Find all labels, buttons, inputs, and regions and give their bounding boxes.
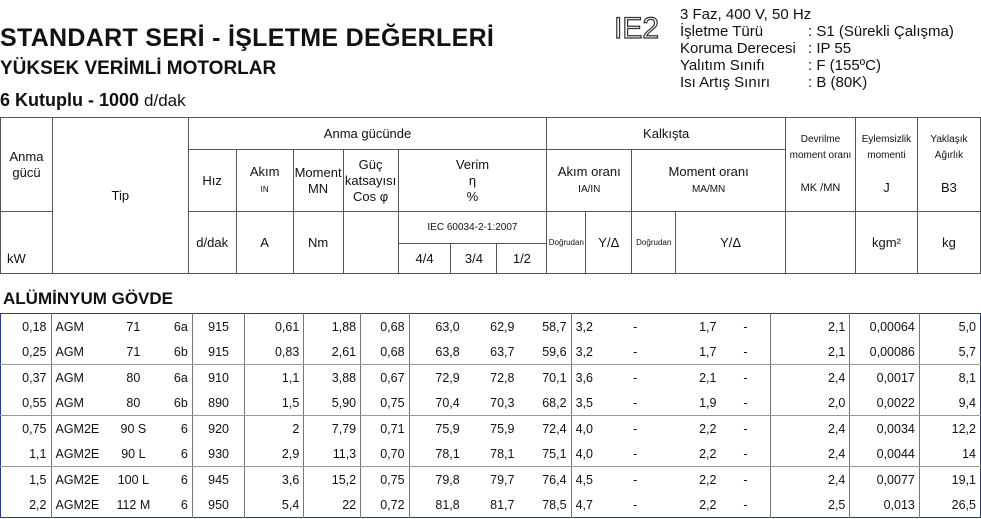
table-cell: 0,75 bbox=[1, 416, 52, 442]
table-cell: 4,7 bbox=[575, 497, 593, 512]
col-kalkista: Kalkışta bbox=[547, 118, 786, 150]
table-cell: 2,4 bbox=[771, 441, 850, 467]
table-cell: 0,67 bbox=[361, 365, 409, 391]
table-cell: - bbox=[633, 319, 638, 334]
col-moment: Moment MN bbox=[293, 150, 343, 212]
table-cell: 70,4 bbox=[409, 390, 464, 416]
table-cell: - bbox=[633, 421, 638, 436]
table-cell: 7,79 bbox=[304, 416, 361, 442]
col-verim-34: 3/4 bbox=[451, 244, 497, 274]
table-cell: 79,7 bbox=[490, 472, 515, 487]
table-cell: 5,0 bbox=[958, 319, 976, 334]
table-cell: 63,8 bbox=[409, 339, 464, 365]
table-cell: 59,6 bbox=[518, 339, 571, 365]
table-cell: 1,5 bbox=[245, 390, 304, 416]
table-cell: 915 bbox=[192, 339, 245, 365]
table-cell: 6 bbox=[161, 416, 193, 442]
table-cell: 75,1 bbox=[518, 441, 571, 467]
table-cell: 2,1 bbox=[771, 314, 850, 340]
table-cell: 26,5 bbox=[951, 497, 976, 512]
pole-heading-text: 6 Kutuplu - 1000 bbox=[0, 90, 140, 110]
table-cell: 0,0077 bbox=[850, 467, 919, 493]
table-cell: 920 bbox=[192, 416, 245, 442]
table-cell: 0,00086 bbox=[850, 339, 919, 365]
col-anma-gucu: Anma gücü bbox=[1, 118, 53, 212]
table-row bbox=[1, 390, 981, 416]
col-akim-ydelta: Y/Δ bbox=[586, 212, 632, 274]
unit-agirlik: kg bbox=[917, 212, 980, 274]
unit-guc-empty bbox=[343, 212, 398, 274]
table-cell: 2,2 bbox=[1, 492, 52, 518]
unit-eylemsizlik: kgm² bbox=[855, 212, 917, 274]
col-eylemsizlik: Eylemsizlik momenti J bbox=[855, 118, 917, 212]
table-cell: 2,2 bbox=[657, 441, 720, 467]
table-row bbox=[1, 314, 981, 340]
table-cell: 63,0 bbox=[435, 319, 460, 334]
table-cell: 0,0017 bbox=[850, 365, 919, 391]
table-cell: 2,9 bbox=[245, 441, 304, 467]
table-cell: 0,37 bbox=[1, 365, 52, 391]
table-cell: AGM2E bbox=[55, 421, 100, 436]
table-cell: 0,71 bbox=[361, 416, 409, 442]
table-cell: 2 bbox=[245, 416, 304, 442]
table-cell: - bbox=[720, 467, 771, 493]
table-cell: 0,18 bbox=[1, 314, 52, 340]
col-devrilme: Devrilme moment oranı MK /MN bbox=[786, 118, 856, 212]
unit-moment: Nm bbox=[293, 212, 343, 274]
table-cell: 945 bbox=[192, 467, 245, 493]
table-cell: 930 bbox=[192, 441, 245, 467]
table-cell: AGM bbox=[55, 370, 84, 385]
table-row bbox=[1, 441, 981, 467]
table-cell: 5,4 bbox=[245, 492, 304, 518]
table-cell: 112 M bbox=[116, 497, 151, 512]
table-cell: 1,1 bbox=[1, 441, 52, 467]
table-cell: 58,7 bbox=[518, 314, 571, 340]
table-cell: AGM2E bbox=[55, 497, 100, 512]
table-cell: 9,4 bbox=[919, 390, 980, 416]
table-cell: 19,1 bbox=[951, 472, 976, 487]
col-akim: Akım IN bbox=[236, 150, 293, 212]
spec-key: İşletme Türü bbox=[680, 23, 764, 40]
table-cell: 6 bbox=[161, 467, 193, 493]
table-cell: 0,00064 bbox=[850, 314, 919, 340]
page-title: STANDART SERİ - İŞLETME DEĞERLERİ bbox=[0, 24, 495, 52]
table-row bbox=[1, 416, 981, 442]
unit-akim: A bbox=[236, 212, 293, 274]
header-table bbox=[0, 117, 981, 274]
table-cell: - bbox=[720, 314, 771, 340]
table-cell: 0,61 bbox=[245, 314, 304, 340]
table-cell: 70,3 bbox=[464, 390, 519, 416]
table-cell: 0,0022 bbox=[850, 390, 919, 416]
table-cell: 890 bbox=[192, 390, 245, 416]
table-cell: 0,68 bbox=[361, 339, 409, 365]
table-cell: 2,1 bbox=[699, 370, 717, 385]
table-cell: 62,9 bbox=[490, 319, 515, 334]
table-cell: 1,88 bbox=[304, 314, 361, 340]
col-moment-orani: Moment oranı MA/MN bbox=[632, 150, 786, 212]
table-cell: 6 bbox=[161, 441, 193, 467]
col-moment-ydelta: Y/Δ bbox=[676, 212, 786, 274]
data-table bbox=[0, 313, 981, 518]
table-cell: 2,4 bbox=[771, 416, 850, 442]
table-cell: - bbox=[720, 441, 771, 467]
spec-line1: 3 Faz, 400 V, 50 Hz bbox=[680, 6, 812, 23]
table-cell: 79,8 bbox=[435, 472, 460, 487]
table-cell: 910 bbox=[192, 365, 245, 391]
table-cell: 81,7 bbox=[490, 497, 515, 512]
table-cell: 6 bbox=[161, 492, 193, 518]
table-cell: 0,25 bbox=[1, 339, 52, 365]
spec-value: : F (155ºC) bbox=[808, 57, 881, 74]
table-cell: - bbox=[720, 339, 771, 365]
pole-heading-unit: d/dak bbox=[144, 91, 186, 110]
table-cell: 90 L bbox=[106, 441, 161, 467]
table-cell: 4,5 bbox=[575, 472, 593, 487]
unit-kw: kW bbox=[1, 212, 53, 274]
table-cell: 71 bbox=[106, 339, 161, 365]
table-cell: 3,2 bbox=[575, 319, 593, 334]
table-cell: 15,2 bbox=[304, 467, 361, 493]
table-cell: 1,7 bbox=[657, 339, 720, 365]
table-cell: 2,2 bbox=[699, 472, 717, 487]
table-row bbox=[1, 492, 981, 518]
table-cell: 72,4 bbox=[518, 416, 571, 442]
table-cell: 3,5 bbox=[571, 390, 613, 416]
table-cell: - bbox=[613, 390, 657, 416]
table-cell: 78,1 bbox=[409, 441, 464, 467]
table-cell: 12,2 bbox=[951, 421, 976, 436]
table-cell: 0,75 bbox=[361, 467, 409, 493]
col-agirlik: Yaklaşık Ağırlık B3 bbox=[917, 118, 980, 212]
table-cell: 78,1 bbox=[464, 441, 519, 467]
spec-key: Koruma Derecesi bbox=[680, 40, 796, 57]
pole-heading bbox=[0, 90, 186, 111]
table-cell: 70,1 bbox=[518, 365, 571, 391]
table-cell: 0,75 bbox=[361, 390, 409, 416]
table-cell: AGM bbox=[51, 390, 106, 416]
spec-key: Yalıtım Sınıfı bbox=[680, 57, 765, 74]
col-moment-dogrudan: Doğrudan bbox=[632, 212, 676, 274]
table-cell: 2,2 bbox=[699, 421, 717, 436]
table-cell: - bbox=[613, 441, 657, 467]
col-verim-44: 4/4 bbox=[398, 244, 451, 274]
table-row bbox=[1, 467, 981, 493]
spec-value: : B (80K) bbox=[808, 74, 868, 91]
table-cell: 72,9 bbox=[435, 370, 460, 385]
table-cell: 2,0 bbox=[771, 390, 850, 416]
iec-standard: IEC 60034-2-1:2007 bbox=[398, 212, 547, 244]
table-cell: 5,7 bbox=[919, 339, 980, 365]
table-cell: 100 L bbox=[117, 472, 149, 487]
table-cell: AGM bbox=[51, 339, 106, 365]
table-cell: 2,1 bbox=[771, 339, 850, 365]
col-guc: Güç katsayısı Cos φ bbox=[343, 150, 398, 212]
table-cell: 4,0 bbox=[571, 441, 613, 467]
table-cell: 68,2 bbox=[518, 390, 571, 416]
table-cell: 3,2 bbox=[571, 339, 613, 365]
table-cell: 81,8 bbox=[435, 497, 460, 512]
table-cell: 1,9 bbox=[657, 390, 720, 416]
table-cell: AGM2E bbox=[55, 472, 100, 487]
table-cell: - bbox=[720, 365, 771, 391]
table-cell: 1,7 bbox=[699, 319, 717, 334]
table-cell: 75,9 bbox=[490, 421, 515, 436]
table-cell: 14 bbox=[919, 441, 980, 467]
table-cell: 2,2 bbox=[699, 497, 717, 512]
table-cell: 8,1 bbox=[958, 370, 976, 385]
ie2-logo-text: IE2 bbox=[614, 12, 660, 44]
table-cell: 0,70 bbox=[361, 441, 409, 467]
table-cell: 80 bbox=[106, 390, 161, 416]
col-hiz: Hız bbox=[188, 150, 236, 212]
table-cell: 3,6 bbox=[245, 467, 304, 493]
table-cell: 915 bbox=[192, 314, 245, 340]
table-cell: - bbox=[720, 390, 771, 416]
unit-hiz: d/dak bbox=[188, 212, 236, 274]
table-cell: 63,7 bbox=[464, 339, 519, 365]
table-row bbox=[1, 339, 981, 365]
spec-key: Isı Artış Sınırı bbox=[680, 74, 771, 91]
table-cell: 6a bbox=[161, 314, 193, 340]
table-cell: AGM2E bbox=[51, 441, 106, 467]
table-cell: 0,68 bbox=[361, 314, 409, 340]
table-cell: 5,90 bbox=[304, 390, 361, 416]
col-akim-dogrudan: Doğrudan bbox=[547, 212, 586, 274]
table-row bbox=[1, 365, 981, 391]
col-akim-orani: Akım oranı IA/IN bbox=[547, 150, 632, 212]
table-cell: 1,1 bbox=[245, 365, 304, 391]
unit-devrilme-empty bbox=[786, 212, 856, 274]
table-cell: 75,9 bbox=[435, 421, 460, 436]
col-verim: Verim η % bbox=[398, 150, 547, 212]
table-cell: - bbox=[720, 416, 771, 442]
table-cell: 72,8 bbox=[490, 370, 515, 385]
table-cell: 0,55 bbox=[1, 390, 52, 416]
table-cell: 2,61 bbox=[304, 339, 361, 365]
table-cell: 90 S bbox=[120, 421, 147, 436]
table-cell: 3,88 bbox=[304, 365, 361, 391]
col-tip: Tip bbox=[52, 118, 188, 274]
table-cell: 11,3 bbox=[304, 441, 361, 467]
table-cell: - bbox=[720, 492, 771, 518]
spec-value: : IP 55 bbox=[808, 40, 852, 57]
table-cell: 0,83 bbox=[245, 339, 304, 365]
table-cell: 2,4 bbox=[771, 467, 850, 493]
table-cell: - bbox=[633, 472, 638, 487]
table-cell: 2,4 bbox=[771, 365, 850, 391]
table-cell: 0,013 bbox=[850, 492, 919, 518]
table-cell: 4,0 bbox=[575, 421, 593, 436]
table-cell: 80 bbox=[126, 370, 141, 385]
table-cell: 0,72 bbox=[361, 492, 409, 518]
table-cell: 76,4 bbox=[518, 467, 571, 493]
section-title: ALÜMİNYUM GÖVDE bbox=[3, 289, 173, 308]
table-cell: 6b bbox=[161, 339, 193, 365]
spec-value: : S1 (Sürekli Çalışma) bbox=[808, 23, 954, 40]
table-cell: - bbox=[633, 370, 638, 385]
table-cell: 950 bbox=[192, 492, 245, 518]
col-anma-gucunde: Anma gücünde bbox=[188, 118, 547, 150]
table-cell: - bbox=[633, 497, 638, 512]
table-cell: 6b bbox=[161, 390, 193, 416]
table-cell: 22 bbox=[304, 492, 361, 518]
table-cell: 71 bbox=[126, 319, 141, 334]
page-subtitle: YÜKSEK VERİMLİ MOTORLAR bbox=[0, 58, 277, 79]
table-cell: 6a bbox=[161, 365, 193, 391]
col-verim-12: 1/2 bbox=[497, 244, 547, 274]
table-cell: 1,5 bbox=[1, 467, 52, 493]
table-cell: 78,5 bbox=[518, 492, 571, 518]
table-cell: AGM bbox=[55, 319, 84, 334]
table-cell: 2,5 bbox=[771, 492, 850, 518]
table-cell: 3,6 bbox=[575, 370, 593, 385]
table-cell: 0,0034 bbox=[850, 416, 919, 442]
table-cell: - bbox=[613, 339, 657, 365]
ie2-logo-icon bbox=[612, 10, 672, 44]
table-cell: 0,0044 bbox=[850, 441, 919, 467]
